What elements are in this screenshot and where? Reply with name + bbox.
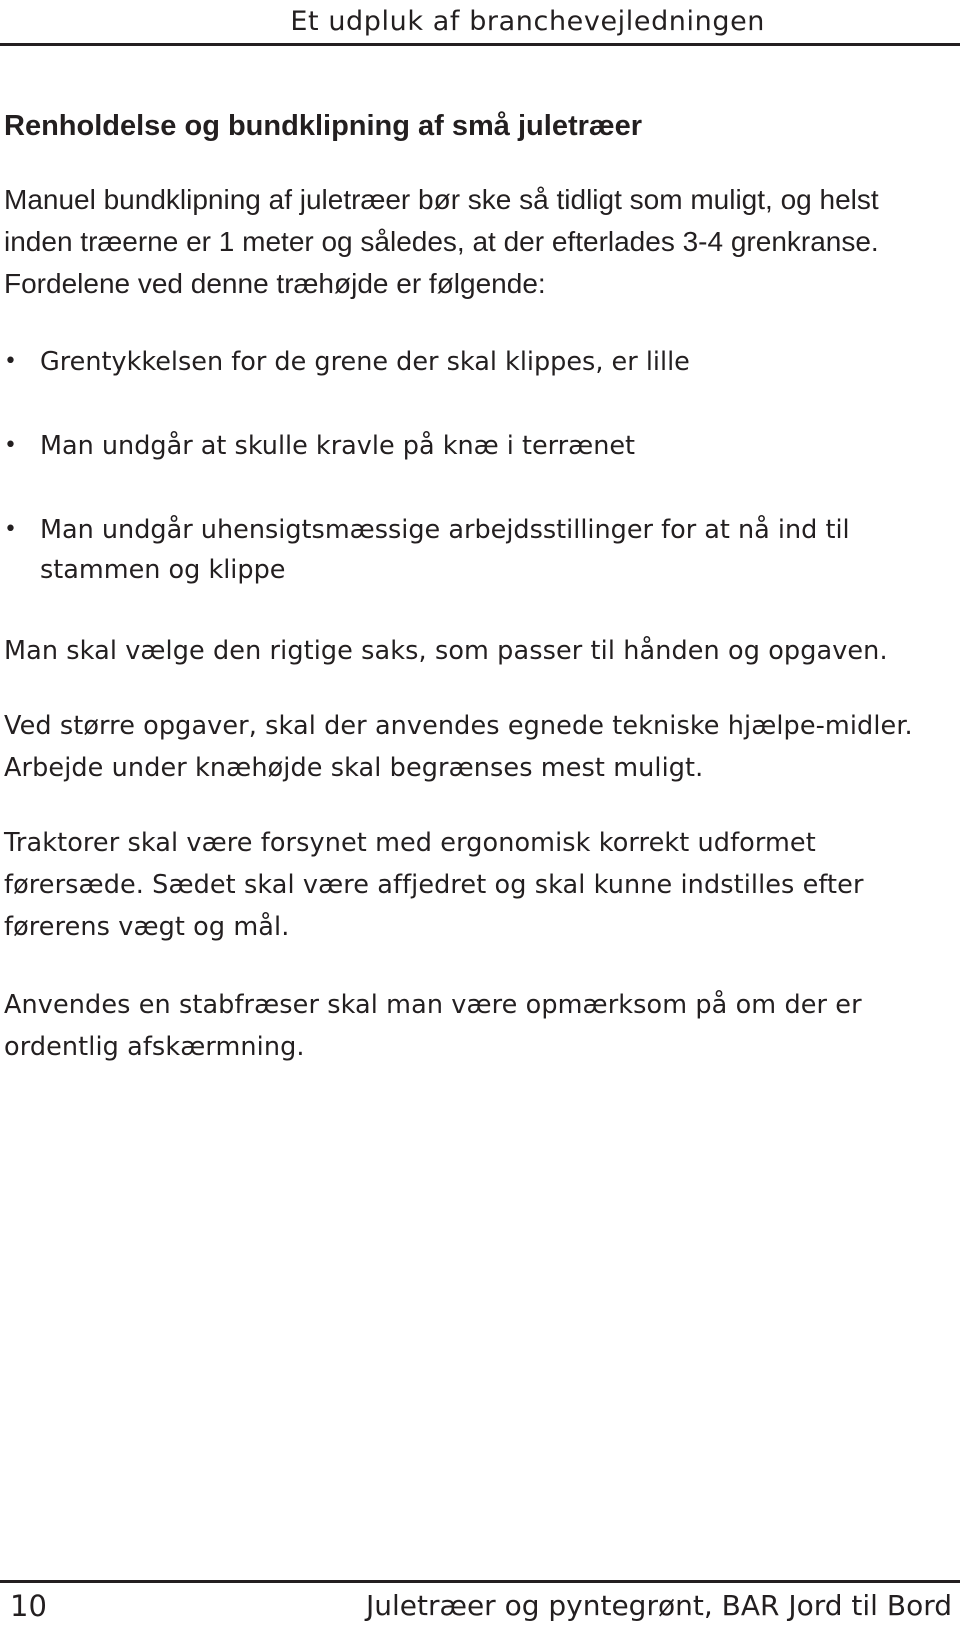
intro-continuation: Fordelene ved denne træhøjde er følgende: [4,268,546,299]
paragraph-tools: Ved større opgaver, skal der anvendes egnede tekniske hjælpe-midler. Arbejde under knæhøjde skal begrænses mest muligt. [4,711,913,783]
paragraph-milling: Anvendes en stabfræser skal man være opmærksom på om der er ordentlig afskærmning. [4,990,862,1062]
paragraph-tractors: Traktorer skal være forsynet med ergonomisk korrekt udformet førersæde. Sædet skal være affjedret og skal kunne indstilles efter førerens vægt og mål. [4,828,864,942]
page-header [0,0,960,46]
paragraph-scissors: Man skal vælge den rigtige saks, som passer til hånden og opgaven. [4,636,888,666]
intro-paragraph [4,179,952,305]
main-content [4,108,952,1101]
bullet-item: • Man undgår uhensigtsmæssige arbejdsstillinger for at nå ind til stammen og klippe [4,510,952,590]
bullet-item: • Grentykkelsen for de grene der skal klippes, er lille [4,342,952,382]
bullet-list [4,342,952,590]
intro-text: Manuel bundklipning af juletræer bør ske så tidligt som muligt, og helst inden træerne er 1 meter og således, at der efterlades 3-4 grenkranse. [4,184,879,257]
header-title: Et udpluk af branchevejledningen [290,6,765,37]
page-footer [0,1580,960,1629]
bullet-item: • Man undgår at skulle kravle på knæ i terrænet [4,426,952,466]
footer-title: Juletræer og pyntegrønt, BAR Jord til Bord [365,1589,952,1622]
page-number: 10 [10,1589,47,1623]
section-heading: Renholdelse og bundklipning af små juletræer [4,110,643,142]
